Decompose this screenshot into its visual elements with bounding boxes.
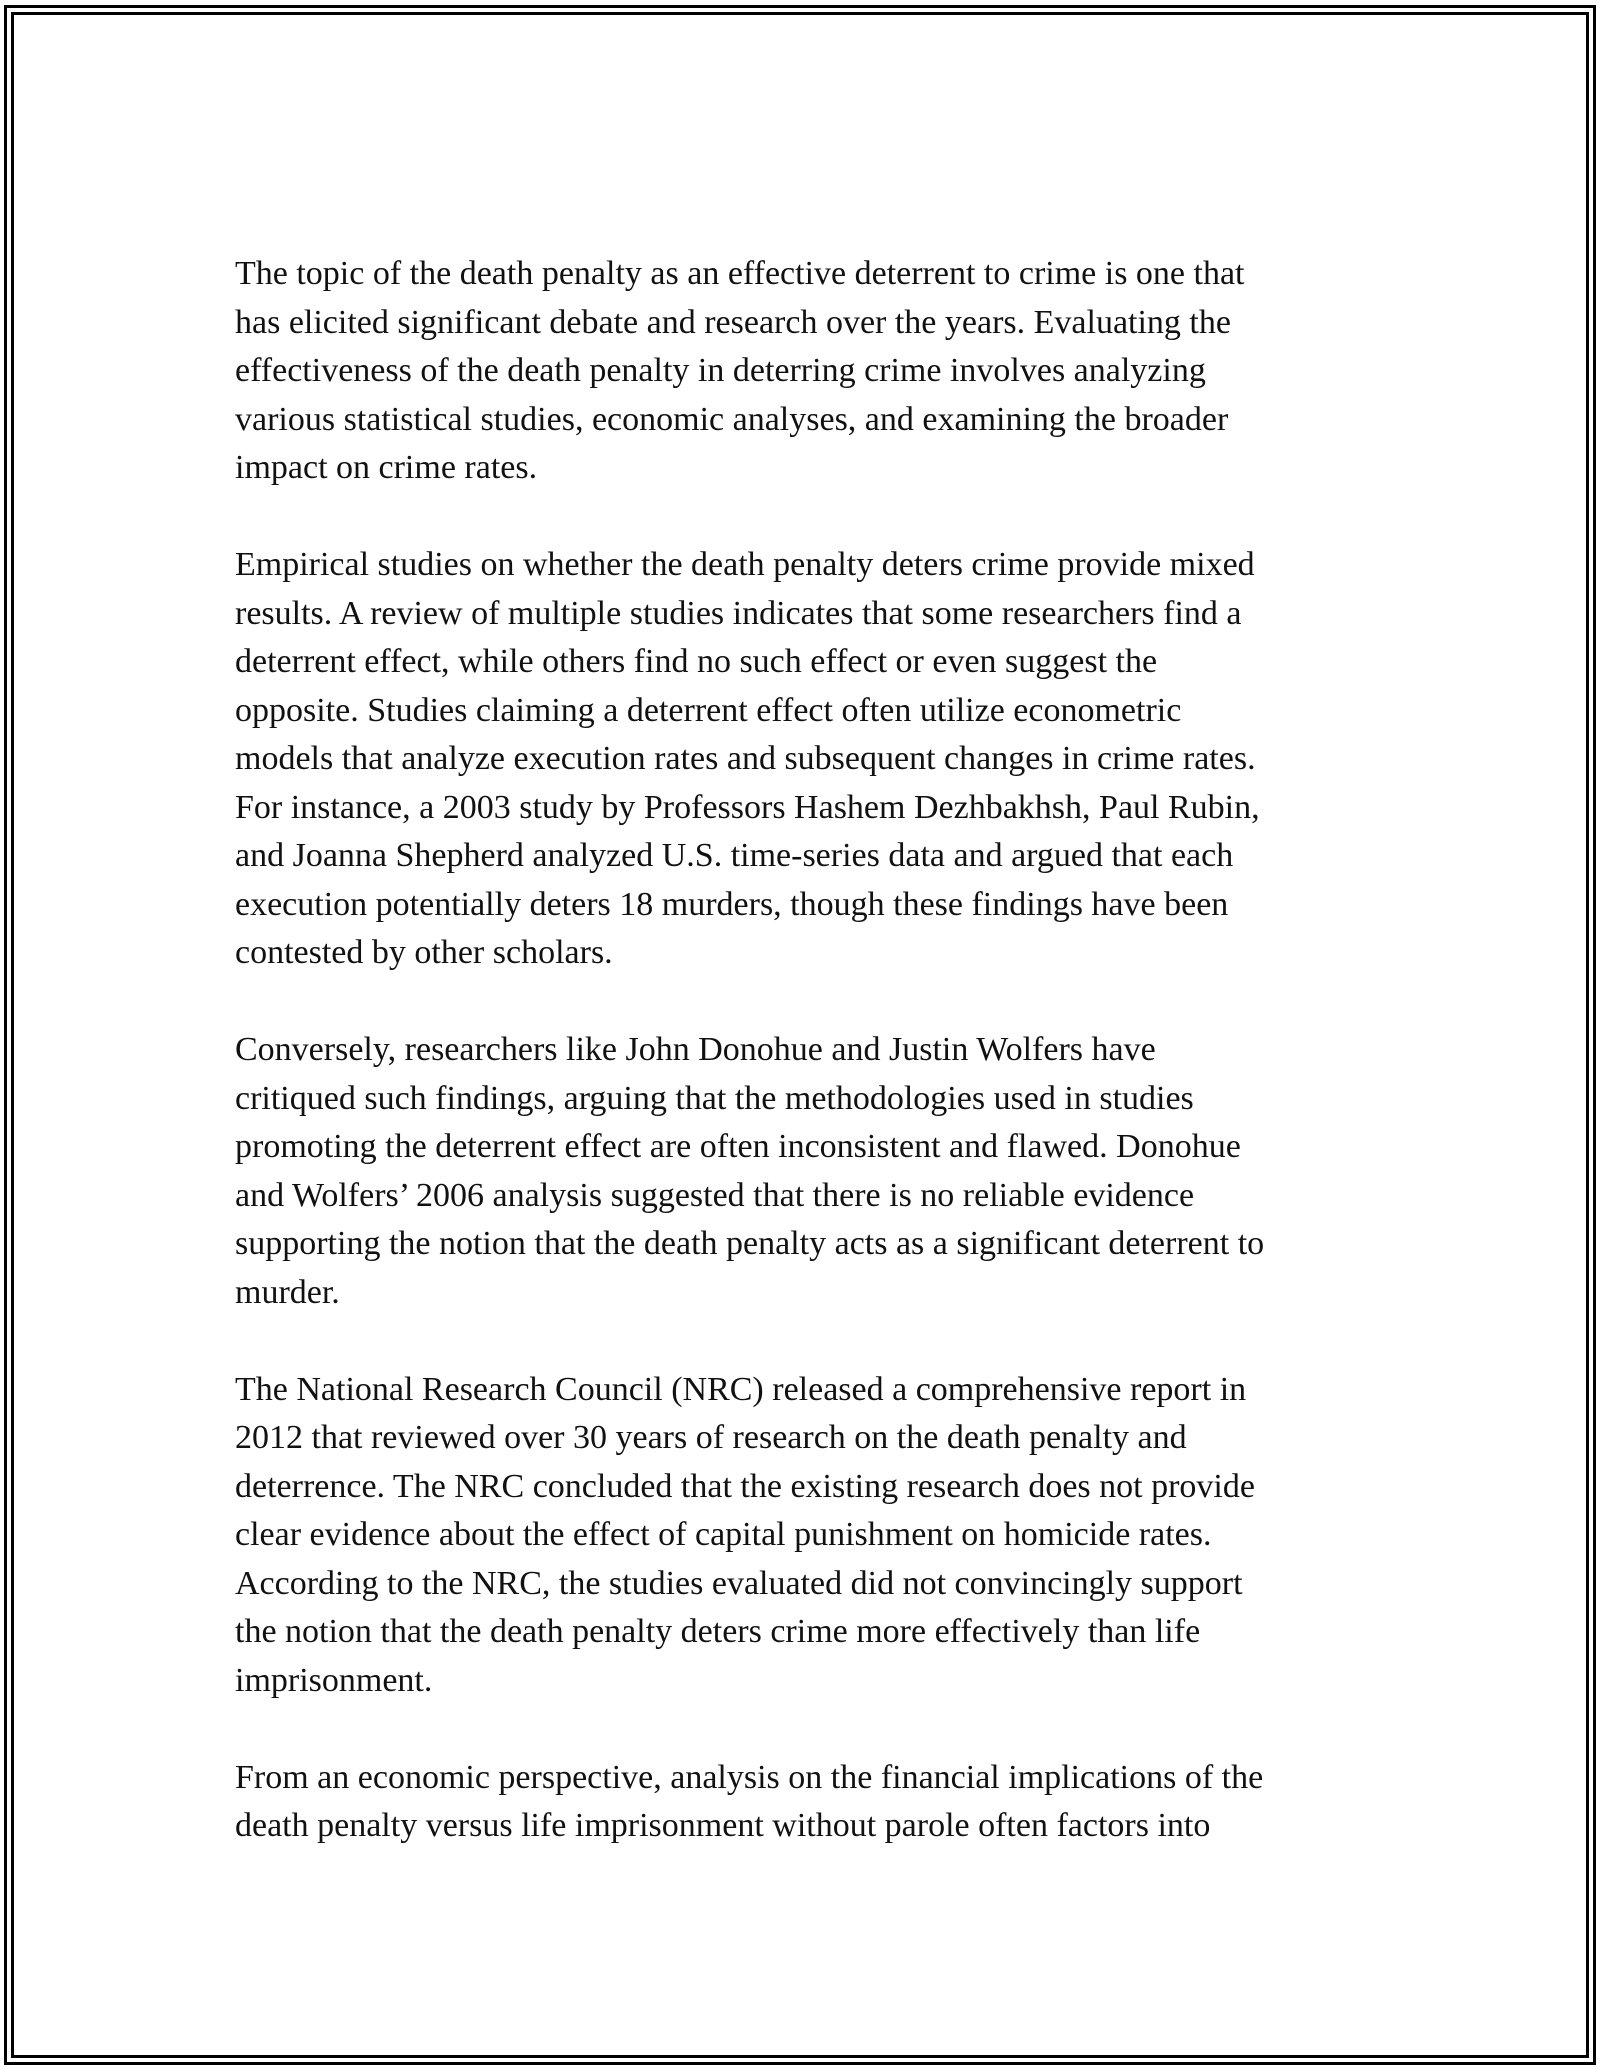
text-line: supporting the notion that the death penalty acts as a significant deterrent to	[235, 1225, 1265, 1262]
text-line: effectiveness of the death penalty in deterring crime involves analyzing	[235, 352, 1206, 389]
text-line: has elicited significant debate and research over the years. Evaluating the	[235, 303, 1231, 341]
text-line: Conversely, researchers like John Donohue and Justin Wolfers have	[235, 1031, 1156, 1068]
text-line: deterrent effect, while others find no such effect or even suggest the	[235, 643, 1158, 680]
text-line: According to the NRC, the studies evaluated did not convincingly support	[235, 1564, 1243, 1602]
text-line: various statistical studies, economic analyses, and examining the broader	[235, 400, 1229, 438]
text-line: results. A review of multiple studies indicates that some researchers find a	[235, 594, 1242, 632]
text-line: The topic of the death penalty as an effective deterrent to crime is one that	[235, 255, 1245, 292]
text-line: The National Research Council (NRC) released a comprehensive report in	[235, 1370, 1247, 1408]
text-line: execution potentially deters 18 murders, though these findings have been	[235, 885, 1229, 923]
text-line: For instance, a 2003 study by Professors Hashem Dezhbakhsh, Paul Rubin,	[235, 788, 1260, 826]
text-line: critiqued such findings, arguing that the methodologies used in studies	[235, 1079, 1194, 1117]
text-line: murder.	[235, 1273, 340, 1311]
paragraph-2	[235, 541, 1370, 978]
text-line: opposite. Studies claiming a deterrent effect often utilize econometric	[235, 691, 1182, 729]
paragraph-4	[235, 1366, 1370, 1706]
paragraph-3	[235, 1026, 1370, 1317]
text-line: 2012 that reviewed over 30 years of research on the death penalty and	[235, 1419, 1187, 1456]
text-line: imprisonment.	[235, 1661, 433, 1699]
text-line: the notion that the death penalty deters crime more effectively than life	[235, 1613, 1201, 1650]
text-line: promoting the deterrent effect are often inconsistent and flawed. Donohue	[235, 1128, 1241, 1165]
text-line: deterrence. The NRC concluded that the existing research does not provide	[235, 1467, 1255, 1505]
text-line: death penalty versus life imprisonment without parole often factors into	[235, 1807, 1211, 1844]
text-line: impact on crime rates.	[235, 449, 538, 486]
paragraph-5	[235, 1754, 1370, 1851]
text-line: models that analyze execution rates and subsequent changes in crime rates.	[235, 740, 1256, 777]
text-line: Empirical studies on whether the death penalty deters crime provide mixed	[235, 546, 1255, 583]
text-line: contested by other scholars.	[235, 934, 613, 971]
paragraph-1	[235, 250, 1370, 493]
text-line: and Joanna Shepherd analyzed U.S. time-series data and argued that each	[235, 837, 1234, 874]
document-body	[235, 250, 1370, 1899]
text-line: clear evidence about the effect of capital punishment on homicide rates.	[235, 1516, 1212, 1553]
text-line: and Wolfers’ 2006 analysis suggested that there is no reliable evidence	[235, 1176, 1195, 1214]
text-line: From an economic perspective, analysis on the financial implications of the	[235, 1758, 1264, 1796]
